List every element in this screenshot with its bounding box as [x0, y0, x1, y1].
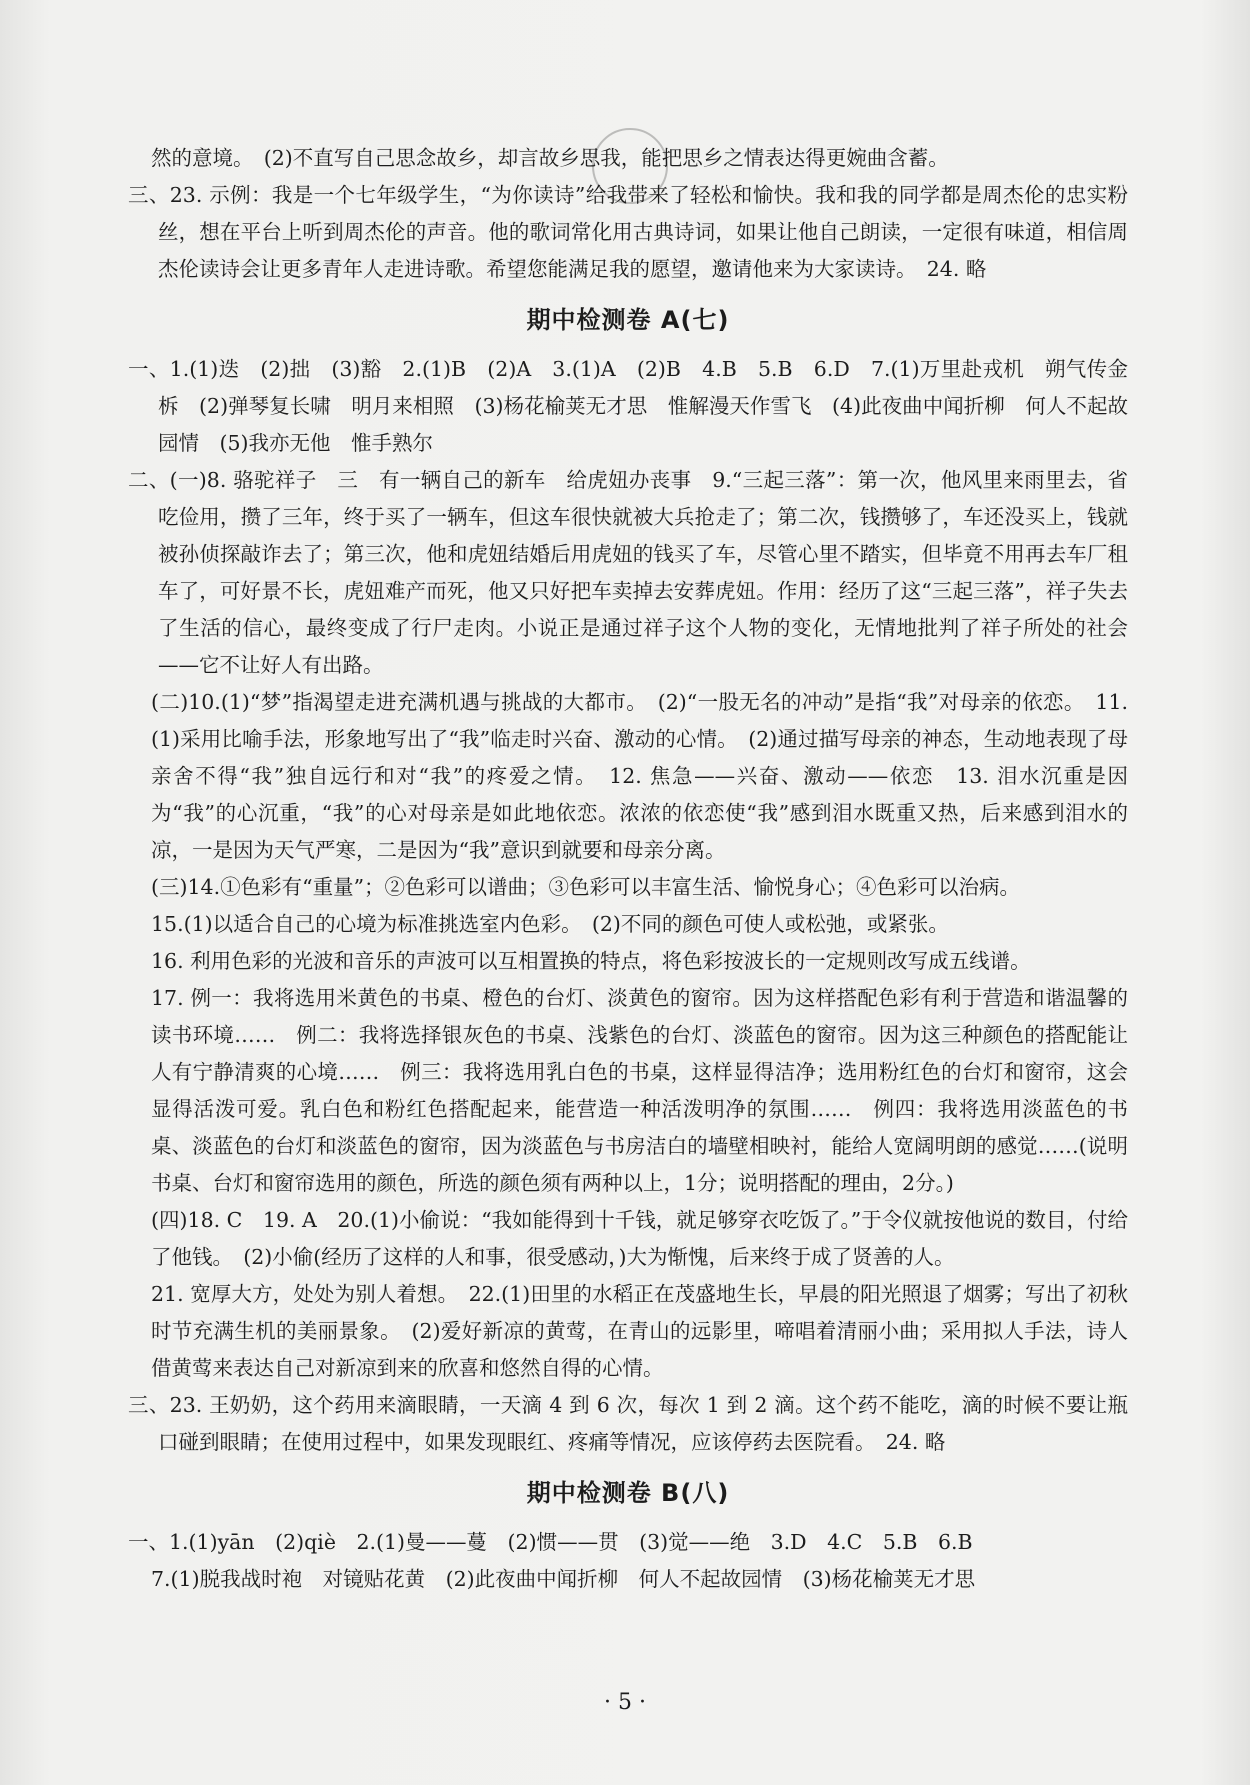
paragraph-12: 三、23. 王奶奶，这个药用来滴眼睛，一天滴 4 到 6 次，每次 1 到 2 滴。这个药不能吃，滴的时候不要让瓶口碰到眼睛；在使用过程中，如果发现眼红、疼痛等情况，应该停药去医院看。 24. 略: [128, 1393, 1128, 1454]
paragraph-14: 7.(1)脱我战时袍 对镜贴花黄 (2)此夜曲中闻折柳 何人不起故园情 (3)杨花榆荚无才思: [151, 1567, 976, 1591]
paragraph-6: (三)14.①色彩有“重量”；②色彩可以谱曲；③色彩可以丰富生活、愉悦身心；④色彩可以治病。: [151, 875, 1021, 899]
paragraph-8: 16. 利用色彩的光波和音乐的声波可以互相置换的特点，将色彩按波长的一定规则改写成五线谱。: [151, 949, 1031, 973]
paragraph-4: 二、(一)8. 骆驼祥子 三 有一辆自己的新车 给虎妞办丧事 9.“三起三落”：第一次，他风里来雨里去，省吃俭用，攒了三年，终于买了一辆车，但这车很快就被大兵抢走了；第二次，钱攒够了，车还没买上，钱就被孙侦探敲诈去了；第三次，他和虎妞结婚后用虎妞的钱买了车，尽管心里不踏实，但毕竟不用再去车厂租车了，可好景不长，虎妞难产而死，他又只好把车卖掉去安葬虎妞。作用：经历了这“三起三落”，祥子失去了生活的信心，最终变成了行尸走肉。小说正是通过祥子这个人物的变化，无情地批判了祥子所处的社会——它不让好人有出路。: [128, 468, 1128, 677]
page-number: · 5 ·: [604, 1690, 646, 1715]
paragraph-2: 三、23. 示例：我是一个七年级学生，“为你读诗”给我带来了轻松和愉快。我和我的同学都是周杰伦的忠实粉丝，想在平台上听到周杰伦的声音。他的歌词常化用古典诗词，如果让他自己朗读，一定很有味道，相信周杰伦读诗会让更多青年人走进诗歌。希望您能满足我的愿望，邀请他来为大家读诗。 24. 略: [128, 183, 1128, 281]
paragraph-10: (四)18. C 19. A 20.(1)小偷说：“我如能得到十千钱，就足够穿衣吃饭了。”于令仪就按他说的数目，付给了他钱。 (2)小偷(经历了这样的人和事，很受感动，)大为惭愧，后来终于成了贤善的人。: [151, 1208, 1128, 1269]
paragraph-3: 一、1.(1)迭 (2)拙 (3)豁 2.(1)B (2)A 3.(1)A (2)B 4.B 5.B 6.D 7.(1)万里赴戎机 朔气传金柝 (2)弹琴复长啸 明月来相照 (3)杨花榆荚无才思 惟解漫天作雪飞 (4)此夜曲中闻折柳 何人不起故园情 (5)我亦无他 惟手熟尔: [128, 357, 1128, 455]
paragraph-1: 然的意境。 (2)不直写自己思念故乡，却言故乡思我，能把思乡之情表达得更婉曲含蓄。: [151, 146, 949, 170]
paragraph-7: 15.(1)以适合自己的心境为标准挑选室内色彩。 (2)不同的颜色可使人或松弛，或紧张。: [151, 912, 949, 936]
paragraph-11: 21. 宽厚大方，处处为别人着想。 22.(1)田里的水稻正在茂盛地生长，早晨的阳光照退了烟雾；写出了初秋时节充满生机的美丽景象。 (2)爱好新凉的黄莺，在青山的远影里，啼唱着清丽小曲；采用拟人手法，诗人借黄莺来表达自己对新凉到来的欣喜和悠然自得的心情。: [151, 1282, 1128, 1380]
answer-content: [128, 140, 1128, 1598]
paragraph-5: (二)10.(1)“梦”指渴望走进充满机遇与挑战的大都市。 (2)“一股无名的冲动”是指“我”对母亲的依恋。 11.(1)采用比喻手法，形象地写出了“我”临走时兴奋、激动的心情。 (2)通过描写母亲的神态，生动地表现了母亲舍不得“我”独自远行和对“我”的疼爱之情。 12. 焦急——兴奋、激动——依恋 13. 泪水沉重是因为“我”的心沉重，“我”的心对母亲是如此地依恋。浓浓的依恋使“我”感到泪水既重又热，后来感到泪水的凉，一是因为天气严寒，二是因为“我”意识到就要和母亲分离。: [151, 690, 1128, 862]
section-title-a7: 期中检测卷 A(七): [526, 306, 730, 334]
paragraph-9: 17. 例一：我将选用米黄色的书桌、橙色的台灯、淡黄色的窗帘。因为这样搭配色彩有利于营造和谐温馨的读书环境…… 例二：我将选择银灰色的书桌、浅紫色的台灯、淡蓝色的窗帘。因为这三种颜色的搭配能让人有宁静清爽的心境…… 例三：我将选用乳白色的书桌，这样显得洁净；选用粉红色的台灯和窗帘，这会显得活泼可爱。乳白色和粉红色搭配起来，能营造一种活泼明净的氛围…… 例四：我将选用淡蓝色的书桌、淡蓝色的台灯和淡蓝色的窗帘，因为淡蓝色与书房洁白的墙壁相映衬，能给人宽阔明朗的感觉……(说明书桌、台灯和窗帘选用的颜色，所选的颜色须有两种以上，1分；说明搭配的理由，2分。): [151, 986, 1128, 1195]
section-title-b8: 期中检测卷 B(八): [526, 1479, 730, 1507]
paragraph-13: 一、1.(1)yān (2)qiè 2.(1)曼——蔓 (2)惯——贯 (3)觉——绝 3.D 4.C 5.B 6.B: [128, 1530, 973, 1554]
